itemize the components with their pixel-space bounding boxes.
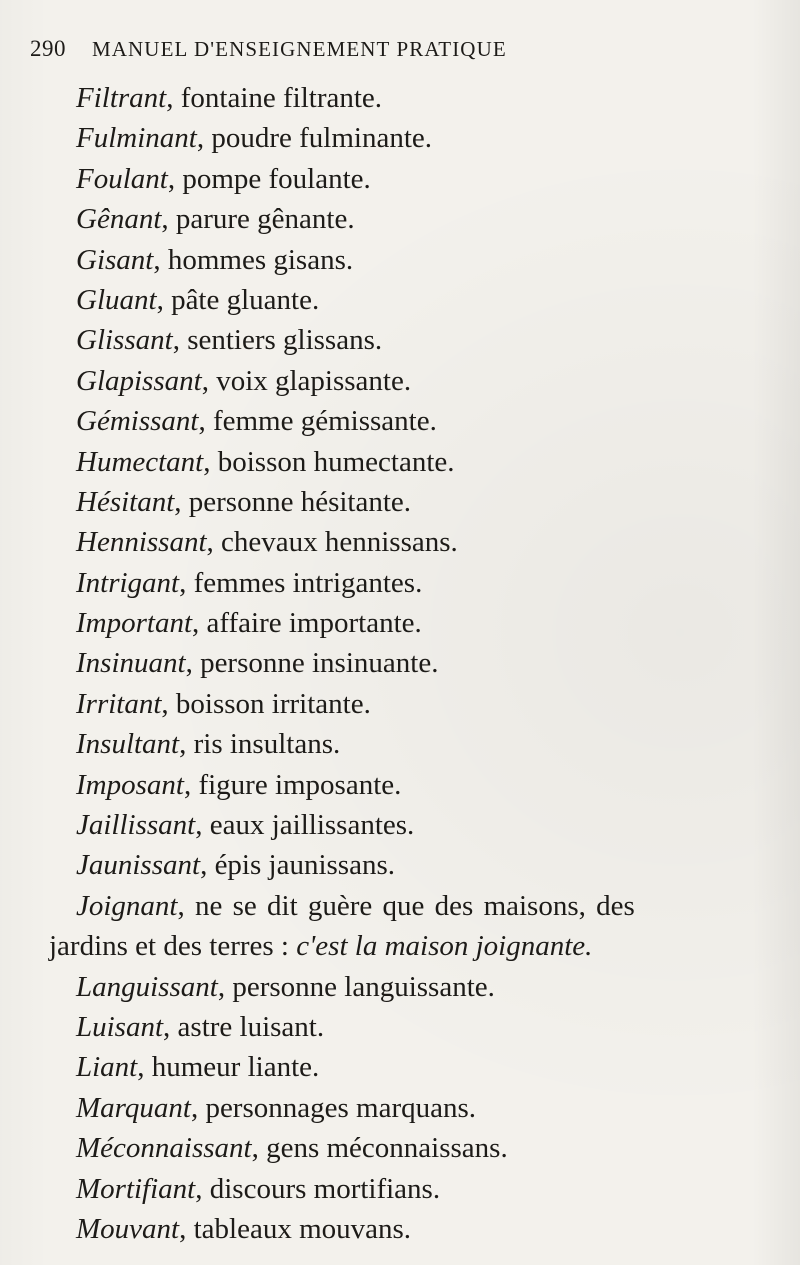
entry-line [0,724,800,764]
entry-example: , discours mortifians. [195,1172,441,1205]
entry-line [0,1047,800,1087]
entry-line [0,643,800,683]
entry-line [0,78,800,118]
entry-example: , personnages marquans. [190,1091,477,1124]
entry-line [0,199,800,239]
entry-example: , sentiers glissans. [172,324,383,357]
entry-line [0,320,800,360]
entry-term: Méconnaissant [76,1132,252,1165]
entry-example: , gens méconnaissans. [251,1132,508,1165]
entry-line [0,401,800,441]
entry-term: Joignant [76,889,178,922]
entry-term: Jaunissant [76,849,201,882]
entry-line [0,280,800,320]
entry-term: Humectant [76,445,204,478]
entry-example: , hommes gisans. [153,243,354,276]
entry-example: , boisson humectante. [203,445,455,478]
entry-term: Glissant [76,324,173,357]
entry-term: Insinuant [76,647,186,680]
entry-example: , pâte gluante. [156,283,320,316]
entry-example: , pompe foulante. [167,162,371,195]
entry-line [0,361,800,401]
entry-example: , femmes intrigantes. [179,566,423,599]
entry-term: Foulant [76,162,168,195]
entry-continuation-line [0,926,800,966]
entry-term: Mouvant [76,1212,180,1245]
entry-line [0,1007,800,1047]
entry-example: , ris insultans. [179,728,341,761]
entry-example: , personne hésitante. [174,485,412,518]
entry-term: Gisant [76,243,154,276]
entry-example: , boisson irritante. [161,687,371,720]
entry-term: Imposant [76,768,184,801]
entry-term: Gémissant [76,405,199,438]
entry-term: Irritant [76,687,162,720]
entry-line [0,886,800,926]
entry-line [0,684,800,724]
entry-example: , ne se dit guère que des maisons, des [177,889,635,922]
entry-term: Filtrant [76,82,167,114]
entry-line [0,603,800,643]
entry-line [0,482,800,522]
entry-line [0,522,800,562]
running-title: MANUEL D'ENSEIGNEMENT PRATIQUE [92,37,507,61]
entry-line [0,967,800,1007]
entry-term: Insultant [76,728,180,761]
entry-line [0,159,800,199]
entry-line [0,1169,800,1209]
entry-line [0,563,800,603]
entry-term: Intrigant [76,566,180,599]
entry-example: , eaux jaillissantes. [195,809,415,842]
page-header [30,36,507,68]
entry-list [0,78,800,1249]
entry-term: Important [76,607,192,640]
entry-line [0,240,800,280]
entry-term: Hennissant [76,526,207,559]
entry-example: , poudre fulminante. [196,122,433,155]
entry-example: , parure gênante. [161,203,355,236]
entry-example: , astre luisant. [163,1010,325,1043]
entry-term: Jaillissant [76,809,196,842]
entry-term: Fulminant [76,122,197,155]
entry-line [0,118,800,158]
entry-term: Luisant [76,1010,164,1043]
entry-term: Mortifiant [76,1172,196,1205]
entry-example: , humeur liante. [137,1051,320,1084]
entry-example: , chevaux hennissans. [206,526,458,559]
entry-line [0,1128,800,1168]
entry-line [0,1209,800,1249]
entry-term: Languissant [76,970,218,1003]
entry-example: , personne insinuante. [185,647,439,680]
entry-example: , fontaine filtrante. [166,82,383,114]
entry-example: , épis jaunissans. [200,849,395,882]
entry-example: , femme gémissante. [198,405,437,438]
entry-line [0,1088,800,1128]
entry-line [0,805,800,845]
entry-line [0,765,800,805]
entry-example: , figure imposante. [183,768,402,801]
entry-line [0,845,800,885]
entry-term: Gluant [76,283,157,316]
entry-line [0,442,800,482]
entry-term: Hésitant [76,485,175,518]
entry-term: Glapissant [76,364,202,397]
entry-term: Liant [76,1051,138,1084]
entry-term: Marquant [76,1091,191,1124]
page-number: 290 [30,36,66,61]
entry-example: , tableaux mouvans. [179,1212,412,1245]
continuation-text: jardins et des terres : [49,930,297,963]
entry-example: , voix glapissante. [201,364,412,397]
entry-example: , personne languissante. [217,970,495,1003]
entry-term: Gênant [76,203,162,236]
continuation-example: c'est la maison joignante. [296,930,593,963]
entry-example: , affaire importante. [192,607,422,640]
